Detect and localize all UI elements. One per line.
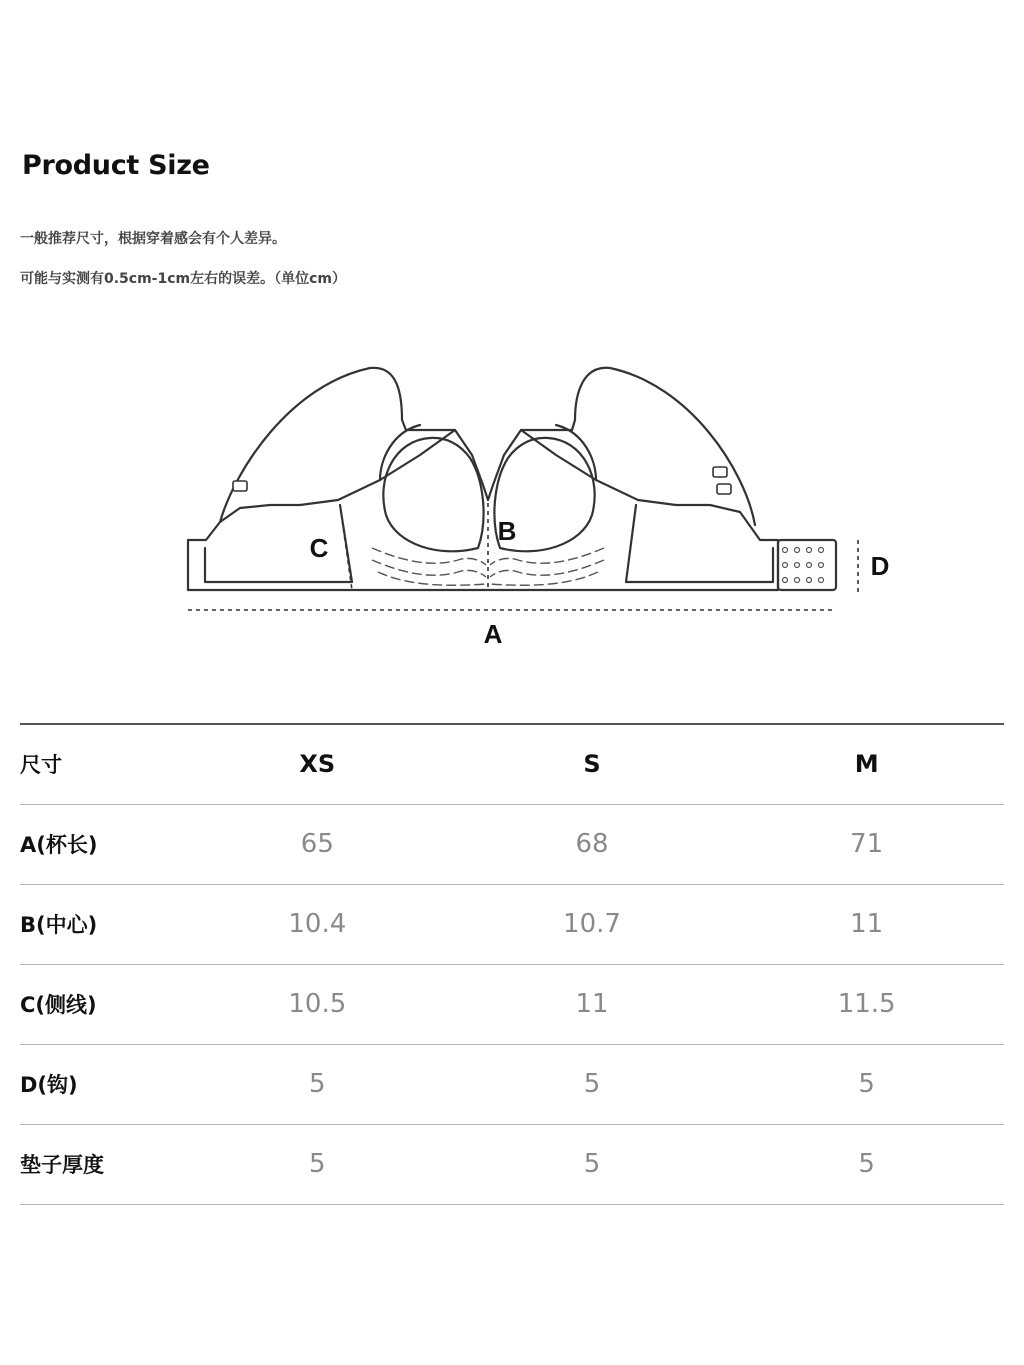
cell-value: 5 [309,1069,326,1099]
size-note-recommendation: 一般推荐尺寸，根据穿着感会有个人差异。 [20,231,286,247]
header-size-label: 尺寸 [20,753,62,778]
header-size-s: S [583,750,601,779]
row-label: C(侧线) [20,993,97,1017]
cell-value: 5 [583,1069,601,1099]
row-label: 垫子厚度 [20,1153,104,1177]
header-size-m: M [854,750,879,779]
left-cup [383,438,483,551]
cell-value: 5 [583,1149,601,1179]
left-strap [220,368,455,522]
cell-value: 65 [300,829,334,859]
cell-value: 68 [575,829,609,859]
cell-value: 5 [309,1149,326,1179]
label-a: A [483,619,503,649]
cell-value: 11.5 [837,989,896,1019]
size-table [20,723,1004,1205]
table-row [20,884,1004,964]
cell-value: 10.7 [563,909,621,939]
label-c: C [309,533,329,563]
cell-value: 5 [858,1069,875,1099]
header-size-xs: XS [299,750,336,779]
bra-measurement-diagram [0,330,1024,670]
cell-value: 5 [858,1149,875,1179]
label-d: D [870,551,890,581]
row-label: D(钩) [20,1073,78,1097]
cell-value: 71 [850,829,884,859]
table-row [20,1124,1004,1204]
cell-value: 10.4 [288,909,347,939]
table-header-row [20,724,1004,804]
row-label: B(中心) [20,913,98,937]
cell-value: 10.5 [288,989,347,1019]
cell-value: 11 [575,989,609,1019]
table-row [20,964,1004,1044]
label-b: B [497,516,517,546]
table-row [20,1044,1004,1124]
page-title: Product Size [22,150,210,181]
right-strap [521,368,755,525]
size-note-tolerance: 可能与实测有0.5cm-1cm左右的误差。（单位cm） [20,271,347,287]
table-row [20,804,1004,884]
row-label: A(杯长) [20,833,98,857]
cell-value: 11 [850,909,884,939]
